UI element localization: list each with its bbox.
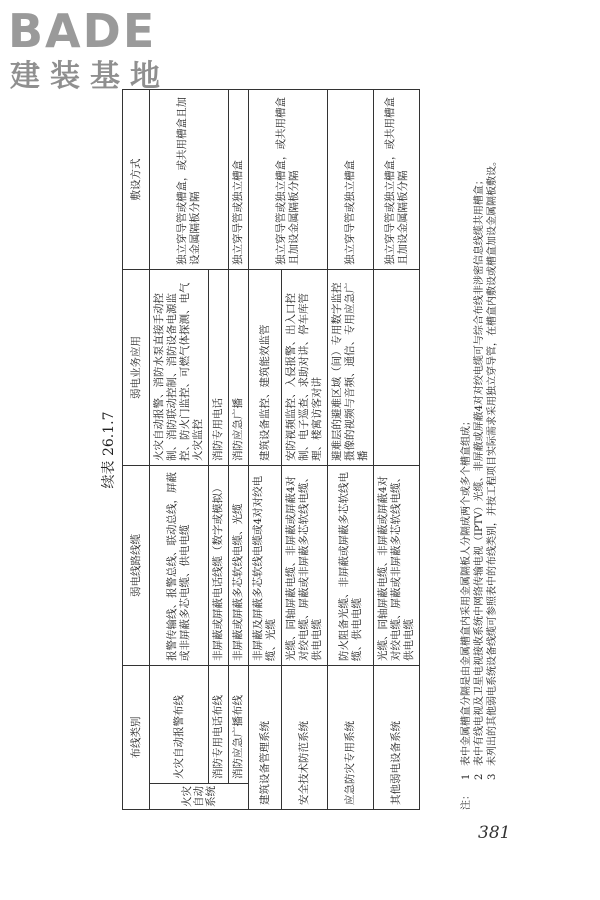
- cell-method: 独立穿导管或独立槽盒，或共用槽盒且加设金属隔板分隔: [249, 90, 328, 270]
- note-text: 表中有线电视及卫星电视接收系统中网络传输电视（IPTV）光缆、非屏蔽或屏蔽4对对绞电缆可与综合布线非涉密信息线缆共用槽盒；: [474, 175, 485, 766]
- cell-application: 消防应急广播: [229, 270, 249, 466]
- header-cable: 弱电线路线缆: [123, 466, 150, 666]
- cell-category: 其他弱电设备系统: [374, 666, 420, 810]
- cell-application: 建筑设备监控、建筑能效监管: [249, 270, 282, 466]
- cell-application: [374, 270, 420, 466]
- cell-cable: 非屏蔽及屏蔽多芯软线电缆或4对对绞电缆、光缆: [249, 466, 282, 666]
- table-row: [249, 90, 282, 810]
- cell-cable: 非屏蔽或屏蔽电话线缆（数字或模拟）: [209, 466, 229, 666]
- cell-cable: 光缆、同轴屏蔽电缆、非屏蔽或屏蔽4对对绞电缆、屏蔽或非屏蔽多芯软线电缆、供电电缆: [374, 466, 420, 666]
- table-row: [150, 90, 209, 810]
- header-category: 布线类别: [123, 666, 150, 810]
- group-label-fire-system: 火灾自动系统: [150, 784, 249, 810]
- table-row: [229, 90, 249, 810]
- notes-label: 注：: [461, 790, 472, 810]
- cell-application: 消防专用电话: [209, 270, 229, 466]
- note-item: [460, 90, 473, 810]
- cell-cable: 报警传输线、报警总线、联动总线，屏蔽或非屏蔽多芯电缆、供电电缆: [150, 466, 209, 666]
- watermark-logo: [8, 6, 178, 96]
- header-method: 敷设方式: [123, 90, 150, 270]
- table-row: [328, 90, 374, 810]
- note-item: [486, 90, 499, 810]
- note-item: [473, 90, 486, 810]
- cell-cable: 非屏蔽或屏蔽多芯软线电缆、光缆: [229, 466, 249, 666]
- note-number: 2: [474, 773, 485, 780]
- note-text: 未列出的其他弱电系统设备线缆可参照表中的布线类别，并按工程项目实际需求采用独立穿导管，在槽盒内敷设或槽盒加设金属隔板敷设。: [487, 156, 498, 766]
- cell-application: 安防视频监控、入侵报警、出入口控制、电子巡查、求助对讲、停车库管理、楼寓访客对讲: [282, 270, 328, 466]
- note-text: 表中金属槽盒分隔是由金属槽盒内采用金属隔板人分隔成两个或多个槽盒组成；: [461, 416, 472, 766]
- note-number: 1: [461, 773, 472, 780]
- table-notes: [460, 90, 499, 810]
- cell-application: 避难层的避难区域（间）专用数字监控摄像的视频与音频、通信、专用应急广播: [328, 270, 374, 466]
- table-caption: 续表 26.1.7: [101, 411, 117, 489]
- note-number: 3: [487, 773, 498, 780]
- cell-method: 独立穿导管或独立槽盒: [229, 90, 249, 270]
- cell-category: 安全技术防范系统: [282, 666, 328, 810]
- header-application: 弱电业务应用: [123, 270, 150, 466]
- cabling-table: [122, 89, 420, 810]
- page-number: 381: [478, 823, 511, 843]
- rotated-page-content: [100, 90, 520, 810]
- table-header-row: [123, 90, 150, 810]
- cell-category: 消防专用电话布线: [209, 666, 229, 784]
- logo-wordmark: BADE: [8, 4, 157, 58]
- cell-method: 独立穿导管或独立槽盒: [328, 90, 374, 270]
- cell-category: 建筑设备管理系统: [249, 666, 282, 810]
- cell-cable: 光缆、同轴屏蔽电缆、非屏蔽或屏蔽4对对绞电缆、屏蔽或非屏蔽多芯软线电缆、供电电缆: [282, 466, 328, 666]
- cell-method: 独立穿导管或槽盒，或共用槽盒且加设金属隔板分隔: [150, 90, 229, 270]
- cell-category: 消防应急广播布线: [229, 666, 249, 784]
- table-row: [374, 90, 420, 810]
- cell-method: 独立穿导管或独立槽盒，或共用槽盒且加设金属隔板分隔: [374, 90, 420, 270]
- cell-cable: 防火阻备光缆、非屏蔽或屏蔽多芯软线电缆、供电电缆: [328, 466, 374, 666]
- logo-chinese-name: 建装基地: [10, 59, 170, 94]
- cell-category: 火灾自动报警布线: [150, 666, 209, 784]
- cell-category: 应急防灾专用系统: [328, 666, 374, 810]
- cell-application: 火灾自动报警、消防水泵直接手动控制、消防联动控制、消防设备电源监控、防火门监控、可燃气体探测、电气火灾监控: [150, 270, 209, 466]
